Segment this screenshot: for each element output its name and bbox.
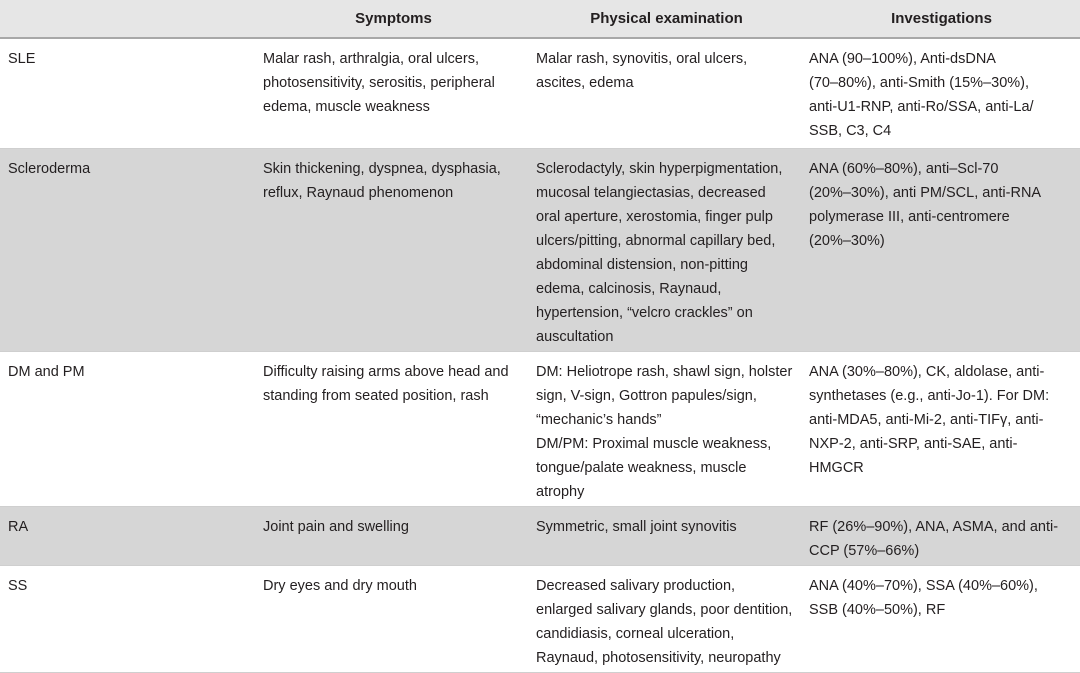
table-header [0,0,1080,38]
table-body [0,38,1080,672]
symptoms-cell: Dry eyes and dry mouth [257,565,530,672]
header-symptoms: Symptoms [257,0,530,38]
investigations-cell: RF (26%–90%), ANA, ASMA, and anti- CCP (57%–66%) [803,506,1080,565]
exam-cell: DM: Heliotrope rash, shawl sign, holster sign, V-sign, Gottron papules/sign, “mechanic’s hands” DM/PM: Proximal muscle weakness, tongue/palate weakness, muscle atrophy [530,351,803,506]
header-row [0,0,1080,38]
disease-cell: DM and PM [0,351,257,506]
header-physical-examination: Physical examination [530,0,803,38]
exam-cell: Decreased salivary production, enlarged salivary glands, poor dentition, candidiasis, corneal ulceration, Raynaud, photosensitivity, neuropathy [530,565,803,672]
exam-cell: Malar rash, synovitis, oral ulcers, ascites, edema [530,38,803,148]
exam-cell: Symmetric, small joint synovitis [530,506,803,565]
table-row-ra [0,506,1080,565]
table-row-ss [0,565,1080,672]
investigations-cell: ANA (60%–80%), anti–Scl-70 (20%–30%), anti PM/SCL, anti-RNA polymerase III, anti-centromere (20%–30%) [803,148,1080,351]
disease-cell: SLE [0,38,257,148]
disease-cell: RA [0,506,257,565]
table-row-dm-pm [0,351,1080,506]
symptoms-cell: Difficulty raising arms above head and standing from seated position, rash [257,351,530,506]
header-investigations: Investigations [803,0,1080,38]
table-row-sle [0,38,1080,148]
symptoms-cell: Skin thickening, dyspnea, dysphasia, reflux, Raynaud phenomenon [257,148,530,351]
investigations-cell: ANA (40%–70%), SSA (40%–60%), SSB (40%–50%), RF [803,565,1080,672]
disease-cell: Scleroderma [0,148,257,351]
investigations-cell: ANA (30%–80%), CK, aldolase, anti- synthetases (e.g., anti-Jo-1). For DM: anti-MDA5, anti-Mi-2, anti-TIFγ, anti- NXP-2, anti-SRP, anti-SAE, anti- HMGCR [803,351,1080,506]
disease-cell: SS [0,565,257,672]
symptoms-cell: Malar rash, arthralgia, oral ulcers, photosensitivity, serositis, peripheral edema, muscle weakness [257,38,530,148]
table-row-scleroderma [0,148,1080,351]
header-blank [0,0,257,38]
exam-cell: Sclerodactyly, skin hyperpigmentation, mucosal telangiectasias, decreased oral aperture, xerostomia, finger pulp ulcers/pitting, abnormal capillary bed, abdominal distension, non-pitting edema, calcinosis, Raynaud, hypertension, “velcro crackles” on auscultation [530,148,803,351]
investigations-cell: ANA (90–100%), Anti-dsDNA (70–80%), anti-Smith (15%–30%), anti-U1-RNP, anti-Ro/SSA, anti-La/ SSB, C3, C4 [803,38,1080,148]
symptoms-cell: Joint pain and swelling [257,506,530,565]
